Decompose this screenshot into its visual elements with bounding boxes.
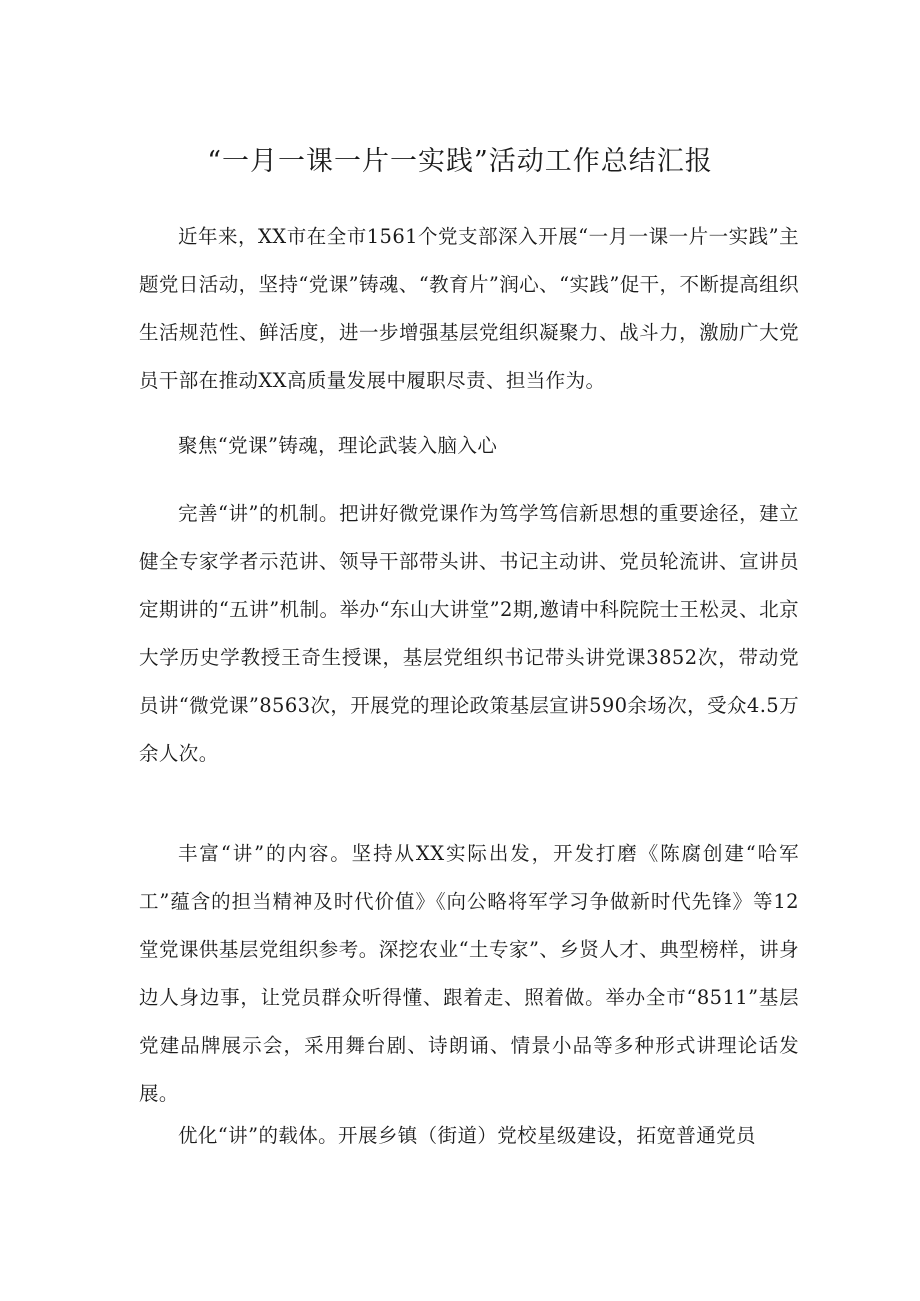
document-title: “一月一课一片一实践”活动工作总结汇报 (207, 146, 713, 177)
body-paragraph-mechanism: 完善“讲”的机制。把讲好微党课作为笃学笃信新思想的重要途径，建立健全专家学者示范讲、领导干部带头讲、书记主动讲、党员轮流讲、宣讲员定期讲的“五讲”机制。举办“东山大讲堂”2期,邀请中科院院士王松灵、北京大学历史学教授王奇生授课，基层党组织书记带头讲党课3852次，带动党员讲“微党课”8563次，开展党的理论政策基层宣讲590余场次，受众4.5万余人次。 (139, 502, 799, 765)
section-heading: 聚焦“党课”铸魂，理论武装入脑入心 (178, 434, 498, 457)
body-paragraph-carrier: 优化“讲”的载体。开展乡镇（街道）党校星级建设，拓宽普通党员 (178, 1124, 756, 1147)
intro-paragraph: 近年来，XX市在全市1561个党支部深入开展“一月一课一片一实践”主题党日活动，坚持“党课”铸魂、“教育片”润心、“实践”促干，不断提高组织生活规范性、鲜活度，进一步增强基层党组织凝聚力、战斗力，激励广大党员干部在推动XX高质量发展中履职尽责、担当作为。 (139, 225, 799, 392)
body-paragraph-content: 丰富“讲”的内容。坚持从XX实际出发，开发打磨《陈腐创建“哈军工”蕴含的担当精神及时代价值》《向公略将军学习争做新时代先锋》等12堂党课供基层党组织参考。深挖农业“土专家”、乡贤人才、典型榜样，讲身边人身边事，让党员群众听得懂、跟着走、照着做。举办全市“8511”基层党建品牌展示会，采用舞台剧、诗朗诵、情景小品等多种形式讲理论话发展。 (139, 842, 799, 1105)
